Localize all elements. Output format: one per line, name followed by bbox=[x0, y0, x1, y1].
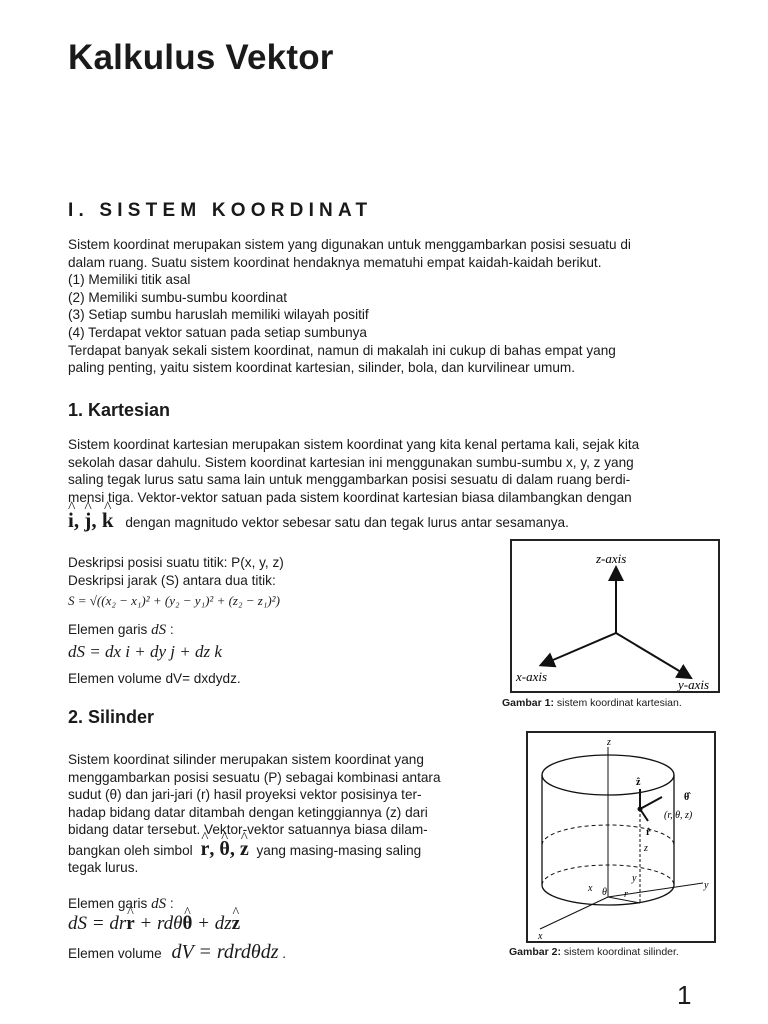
intro-paragraph bbox=[68, 236, 728, 377]
position-description: Deskripsi posisi suatu titik: P(x, y, z) bbox=[68, 555, 284, 570]
y-label: y bbox=[704, 880, 709, 891]
point-label: (r, θ, z) bbox=[664, 810, 693, 821]
text-line: (1) Memiliki titik asal bbox=[68, 272, 191, 288]
y-axis-line bbox=[608, 883, 703, 897]
cyl-line-element-label: Elemen garis dS : bbox=[68, 896, 174, 912]
text-line: Terdapat banyak sekali sistem koordinat, namun di makalah ini cukup di bahas empat yang bbox=[68, 342, 616, 358]
cyl-line-element-formula: dS = dr^ r + rdθ^ θ + dz^ z bbox=[68, 913, 240, 935]
subsection-heading-silinder: 2. Silinder bbox=[68, 707, 155, 727]
x-axis-label: x-axis bbox=[516, 669, 548, 684]
text-line: sudut (θ) dan jari-jari (r) hasil proyeksi vektor posisinya ter- bbox=[68, 787, 422, 803]
text-line: Sistem koordinat silinder merupakan sistem koordinat yang bbox=[68, 752, 424, 767]
text-line: saling tegak lurus satu sama lain untuk menggambarkan posisi sesuatu di dalam ruang berdi- bbox=[68, 472, 631, 488]
text-line: (4) Terdapat vektor satuan pada setiap sumbunya bbox=[68, 324, 367, 340]
height-label: z bbox=[644, 843, 648, 854]
text-line: hadap bidang datar ditambah dengan ketinggiannya (z) dari bbox=[68, 804, 428, 820]
cyl-volume-element: Elemen volume dV = rdrdθdz . bbox=[68, 941, 287, 963]
distance-description: Deskripsi jarak (S) antara dua titik: bbox=[68, 573, 276, 588]
unit-vector-symbols: ^ r, ^ θ, ^ z bbox=[200, 838, 248, 860]
text-line: bidang datar tersebut. Vektor-vektor satuannya biasa dilam- bbox=[68, 822, 428, 838]
text-line: sekolah dasar dahulu. Sistem koordinat kartesian ini menggunakan sumbu-sumbu x, y, z yang bbox=[68, 454, 634, 470]
figure-1-caption: Gambar 1: sistem koordinat kartesian. bbox=[502, 697, 682, 709]
page-title: Kalkulus Vektor bbox=[68, 38, 334, 77]
thetahat-label: θ̂ bbox=[684, 792, 690, 803]
x-coord-label: x bbox=[588, 883, 593, 894]
text-line: menggambarkan posisi sesuatu (P) sebagai kombinasi antara bbox=[68, 769, 441, 785]
text-line: (2) Memiliki sumbu-sumbu koordinat bbox=[68, 289, 288, 305]
cylindrical-coordinates-diagram bbox=[528, 733, 714, 941]
volume-element: Elemen volume dV= dxdydz. bbox=[68, 671, 241, 686]
silinder-paragraph bbox=[68, 751, 498, 839]
text-line: paling penting, yaitu sistem koordinat kartesian, silinder, bola, dan kurvilinear umum. bbox=[68, 360, 576, 376]
distance-formula: S = √((x₂ − x₁)² + (y₂ − y₁)² + (z₂ − z₁)²) bbox=[68, 593, 280, 608]
text-line: Sistem koordinat merupakan sistem yang digunakan untuk menggambarkan posisi sesuatu di bbox=[68, 237, 631, 252]
z-axis-label: z-axis bbox=[596, 551, 627, 566]
figure-kartesian bbox=[510, 539, 720, 693]
text-line: mensi tiga. Vektor-vektor satuan pada sistem koordinat kartesian biasa dilambangkan dengan bbox=[68, 489, 632, 505]
rhat-label: r̂ bbox=[646, 827, 651, 838]
y-axis-line bbox=[616, 633, 686, 675]
x-axis-line bbox=[546, 633, 616, 663]
line-element-label: Elemen garis dS : bbox=[68, 622, 174, 638]
text-line: (3) Setiap sumbu haruslah memiliki wilayah positif bbox=[68, 307, 369, 323]
section-heading: I. SISTEM KOORDINAT bbox=[68, 200, 373, 221]
y-coord-label: y bbox=[632, 873, 637, 884]
zhat-label: ẑ bbox=[636, 777, 641, 788]
text-line: tegak lurus. bbox=[68, 860, 139, 875]
page-number: 1 bbox=[677, 980, 692, 1010]
x-label: x bbox=[538, 931, 543, 941]
figure-silinder bbox=[526, 731, 716, 943]
unit-vectors-line bbox=[68, 508, 569, 533]
kartesian-paragraph bbox=[68, 436, 728, 506]
cartesian-axes-diagram bbox=[512, 541, 718, 691]
text-line: dalam ruang. Suatu sistem koordinat hendaknya mematuhi empat kaidah-kaidah berikut. bbox=[68, 254, 602, 270]
theta-label: θ bbox=[602, 887, 607, 898]
y-axis-label: y-axis bbox=[678, 677, 710, 691]
subsection-heading-kartesian: 1. Kartesian bbox=[68, 400, 171, 420]
unit-vectors-text: dengan magnitudo vektor sebesar satu dan tegak lurus antar sesamanya. bbox=[125, 515, 569, 530]
unit-vector-symbols: ^ i, ^ j, ^ k bbox=[68, 508, 114, 532]
figure-2-caption: Gambar 2: sistem koordinat silinder. bbox=[509, 946, 679, 958]
symbols-line: bangkan oleh simbol ^ r, ^ θ, ^ z yang masing-masing saling bbox=[68, 838, 421, 861]
r-label: r bbox=[624, 889, 628, 900]
line-element-formula: dS = dx i + dy j + dz k bbox=[68, 642, 222, 661]
text-line: Sistem koordinat kartesian merupakan sistem koordinat yang kita kenal pertama kali, sejak kita bbox=[68, 437, 640, 452]
z-label: z bbox=[607, 737, 611, 748]
